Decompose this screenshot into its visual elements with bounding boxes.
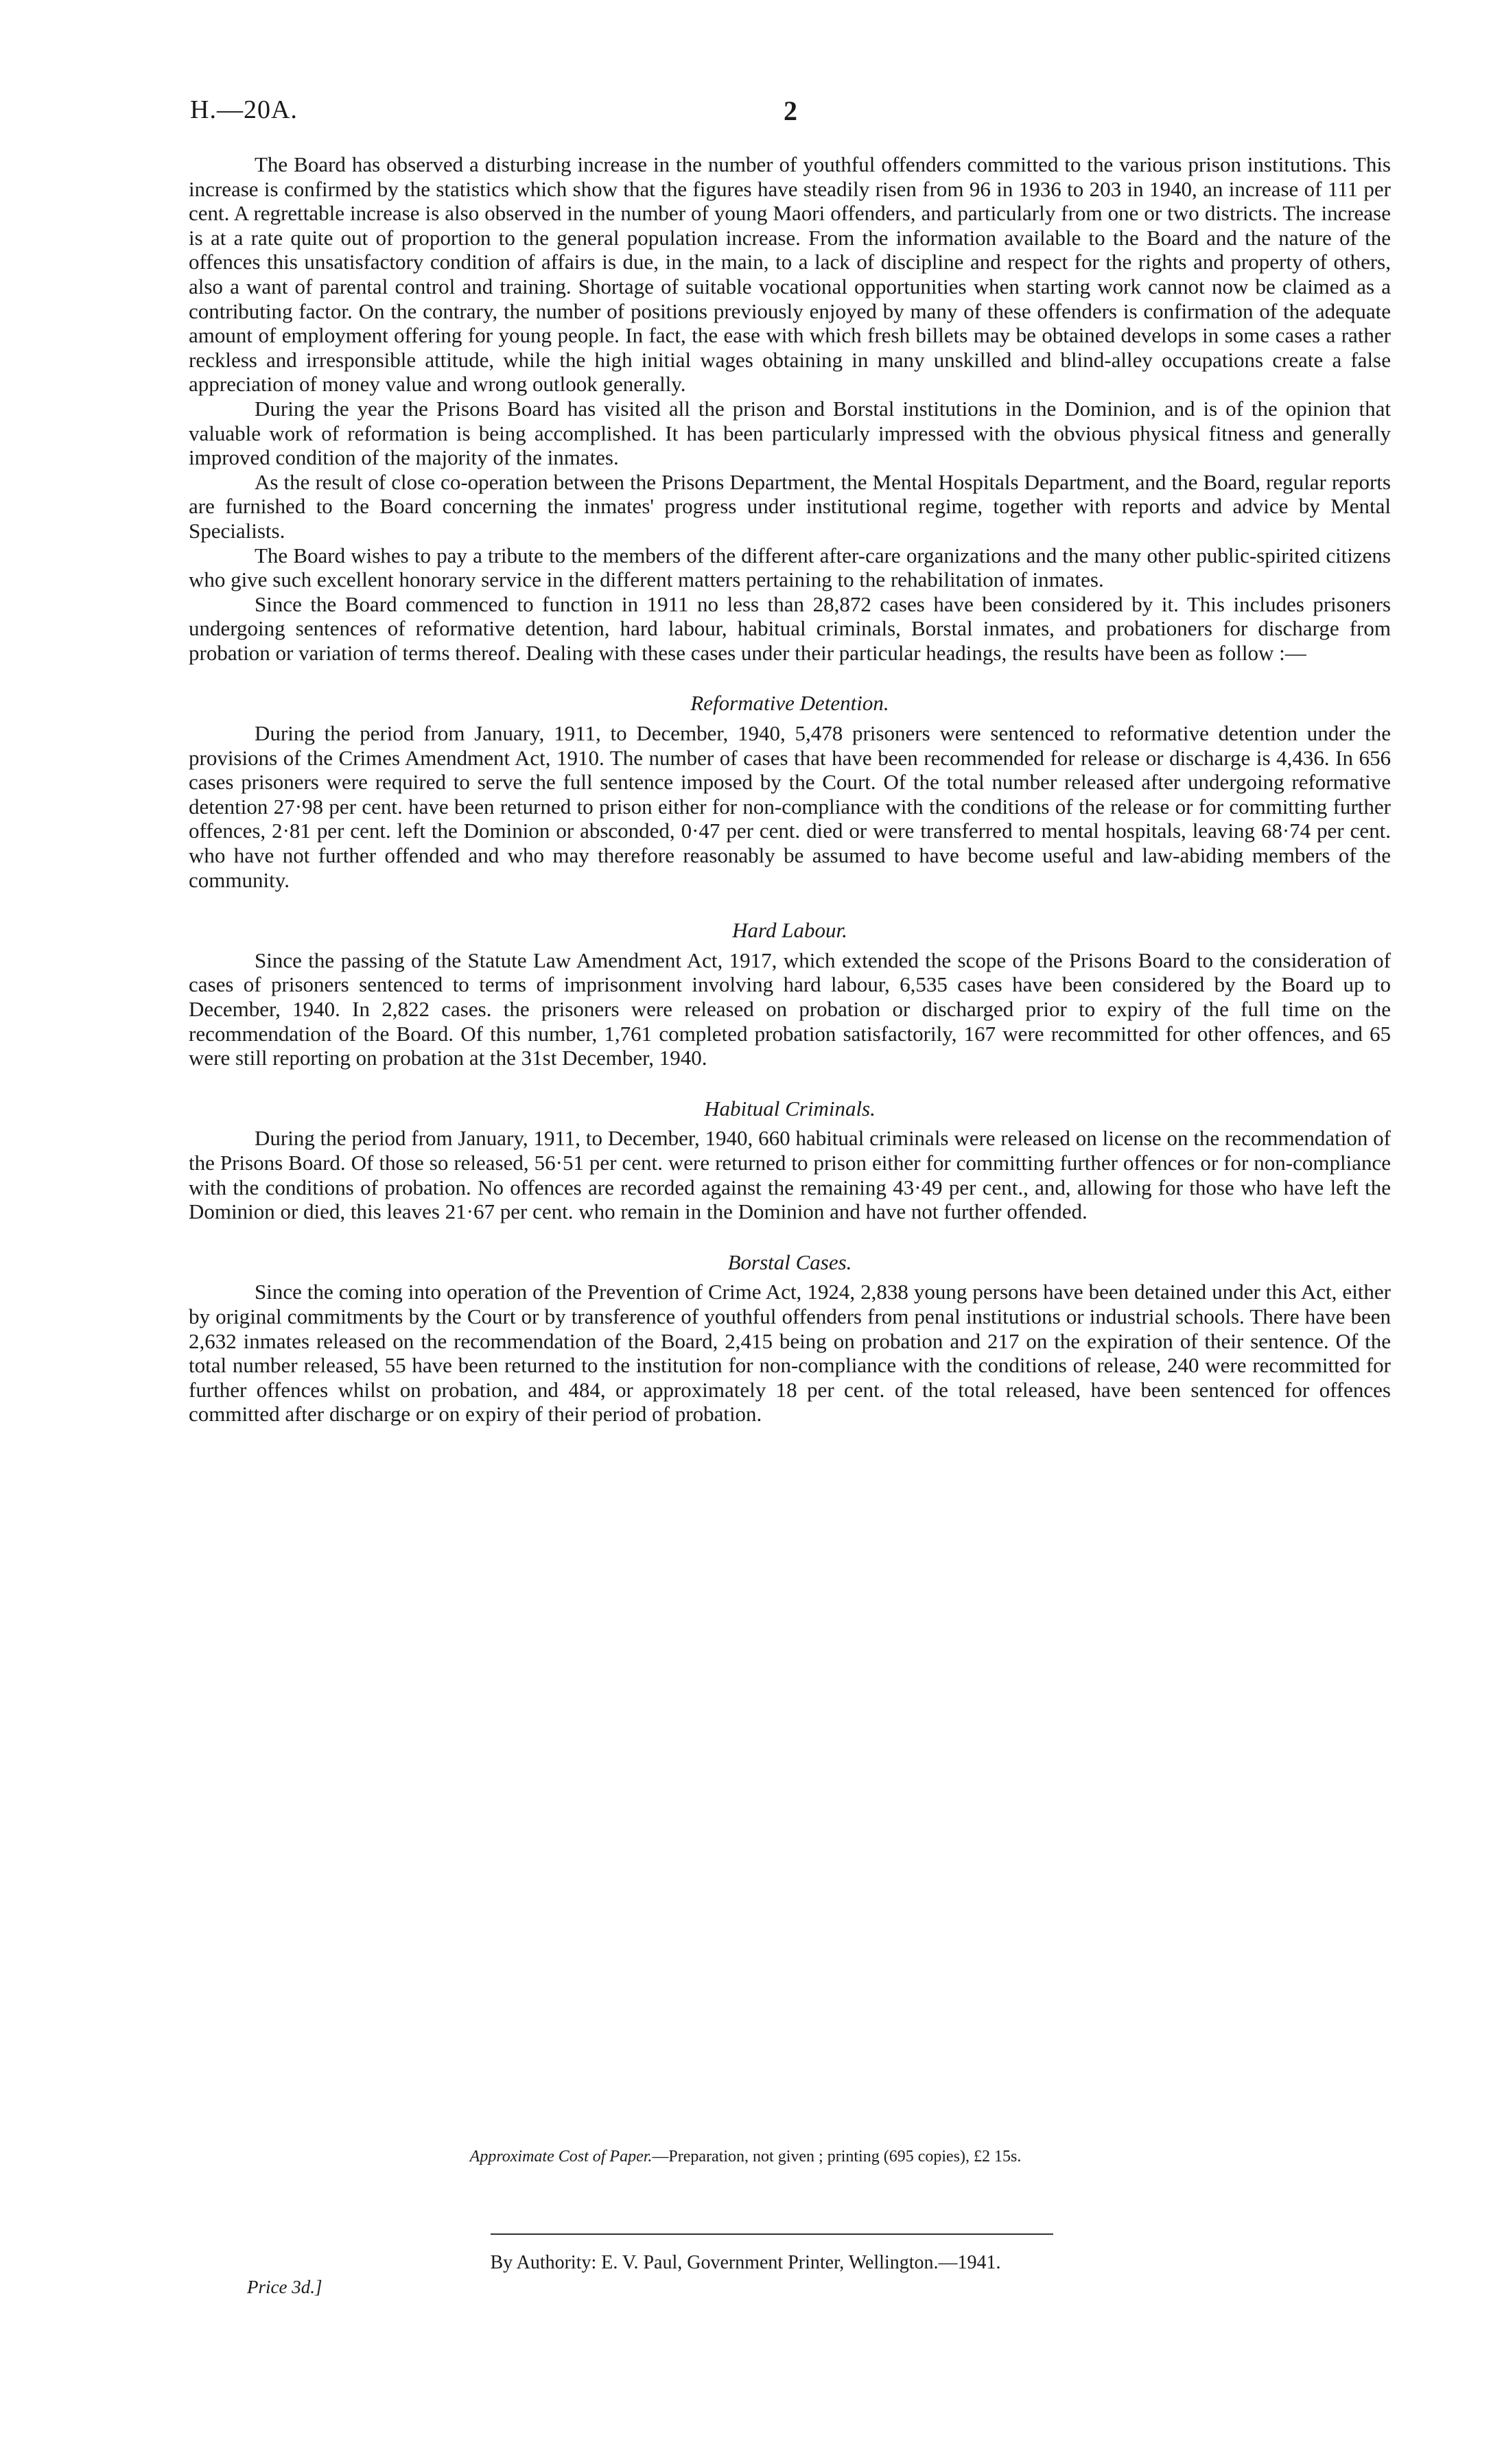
price-note: Price 3d.] xyxy=(247,2277,322,2297)
page-header xyxy=(190,95,1391,136)
printer-authority: By Authority: E. V. Paul, Government Printer, Wellington.—1941. xyxy=(490,2252,1001,2273)
paragraph-hard-labour: Since the passing of the Statute Law Amendment Act, 1917, which extended the scope of the Prisons Board to the consideration of cases of prisoners sentenced to terms of imprisonment involving hard labour, 6,535 cases have been considered by the Board up to December, 1940. In 2,822 cases. the prisoners were released on probation or discharged prior to expiry of the full time on the recommendation of the Board. Of this number, 1,761 completed probation satisfactorily, 167 were recommitted for other offences, and 65 were still reporting on probation at the 31st December, 1940. xyxy=(189,948,1391,1070)
cost-label: Approximate Cost of Paper. xyxy=(469,2148,653,2166)
footer-divider xyxy=(491,2233,1053,2235)
paragraph-board-visits: During the year the Prisons Board has visited all the prison and Borstal institutions in the Dominion, and is of the opinion that valuable work of reformation is being accomplished. It has been particularly impressed with the obvious physical fitness and generally improved condition of the majority of the inmates. xyxy=(189,396,1391,470)
document-reference: H.—20A. xyxy=(190,95,298,124)
paragraph-habitual-criminals: During the period from January, 1911, to December, 1940, 660 habitual criminals were released on license on the recommendation of the Prisons Board. Of those so released, 56·51 per cent. were returned to prison either for committing further offences or for non-compliance with the conditions of probation. No offences are recorded against the remaining 43·49 per cent., and, allowing for those who have left the Dominion or died, this leaves 21·67 per cent. who remain in the Dominion and have not further offended. xyxy=(189,1126,1391,1224)
footer-cost-note xyxy=(0,2148,1491,2166)
heading-reformative-detention: Reformative Detention. xyxy=(690,691,889,716)
heading-borstal-cases: Borstal Cases. xyxy=(727,1249,852,1274)
heading-habitual-criminals: Habitual Criminals. xyxy=(704,1096,876,1120)
paragraph-reformative-detention: During the period from January, 1911, to December, 1940, 5,478 prisoners were sentenced to reformative detention under the provisions of the Crimes Amendment Act, 1910. The number of cases that have been recommended for release or discharge is 4,436. In 656 cases prisoners were required to serve the full sentence imposed by the Court. Of the total number released after undergoing reformative detention 27·98 per cent. have been returned to prison either for non-compliance with the conditions of the release or for committing further offences, 2·81 per cent. left the Dominion or absconded, 0·47 per cent. died or were transferred to mental hospitals, leaving 68·74 per cent. who have not further offended and who may therefore reasonably be assumed to have become useful and law-abiding members of the community. xyxy=(189,721,1391,892)
heading-hard-labour: Hard Labour. xyxy=(732,918,847,943)
paragraph-cases-considered: Since the Board commenced to function in 1911 no less than 28,872 cases have been considered by it. This includes prisoners undergoing sentences of reformative detention, hard labour, habitual criminals, Borstal inmates, and probationers for discharge from probation or variation of terms thereof. Dealing with these cases under their particular headings, the results have been as follow :— xyxy=(189,591,1391,665)
body-text xyxy=(189,152,1391,1427)
paragraph-youthful-offenders: The Board has observed a disturbing increase in the number of youthful offenders committed to the various prison institutions. This increase is confirmed by the statistics which show that the figures have steadily risen from 96 in 1936 to 203 in 1940, an increase of 111 per cent. A regrettable increase is also observed in the number of young Maori offenders, and particularly from one or two districts. The increase is at a rate quite out of proportion to the general population increase. From the information available to the Board and the nature of the offences this unsatisfactory condition of affairs is due, in the main, to a lack of discipline and respect for the rights and property of others, also a want of parental control and training. Shortage of suitable vocational opportunities when starting work cannot now be claimed as a contributing factor. On the contrary, the number of positions previously enjoyed by many of these offenders is confirmation of the adequate amount of employment offering for young people. In fact, the ease with which fresh billets may be obtained develops in some cases a rather reckless and irresponsible attitude, while the high initial wages obtaining in many unskilled and blind-alley occupations create a false appreciation of money value and wrong outlook generally. xyxy=(189,152,1391,397)
paragraph-co-operation: As the result of close co-operation between the Prisons Department, the Mental Hospitals Department, and the Board, regular reports are furnished to the Board concerning the inmates' progress under institutional regime, together with reports and advice by Mental Specialists. xyxy=(189,469,1391,543)
paragraph-tribute: The Board wishes to pay a tribute to the members of the different after-care organizations and the many other public-spirited citizens who give such excellent honorary service in the different matters pertaining to the rehabilitation of inmates. xyxy=(189,543,1391,592)
page-number: 2 xyxy=(784,95,797,126)
cost-text: —Preparation, not given ; printing (695 copies), £2 15s. xyxy=(652,2148,1022,2166)
paragraph-borstal-cases: Since the coming into operation of the Prevention of Crime Act, 1924, 2,838 young persons have been detained under this Act, either by original commitments by the Court or by transference of youthful offenders from penal institutions or industrial schools. There have been 2,632 inmates released on the recommendation of the Board, 2,415 being on probation and 217 on the expiration of their sentence. Of the total number released, 55 have been returned to the institution for non-compliance with the conditions of release, 240 were recommitted for further offences whilst on probation, and 484, or approximately 18 per cent. of the total released, have been sentenced for offences committed after discharge or on expiry of their period of probation. xyxy=(189,1280,1391,1427)
